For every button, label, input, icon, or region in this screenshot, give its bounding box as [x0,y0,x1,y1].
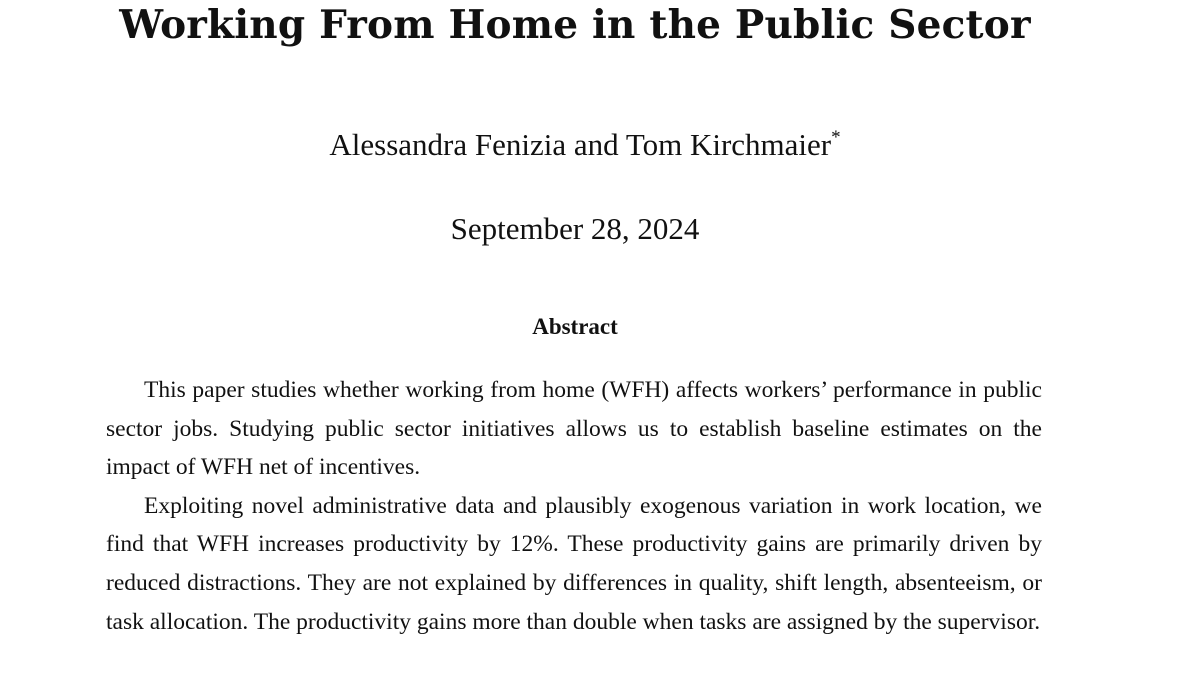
abstract-paragraph-1: This paper studies whether working from home (WFH) affects workers’ performance in public sector jobs. Studying public sector initiatives allows us to establish baseline estimates on the impact of WFH net of incentives. [106,377,1042,481]
paper-date: September 28, 2024 [450,211,700,246]
abstract-heading: Abstract [532,314,618,339]
abstract-body [106,371,1042,641]
paper-title: Working From Home in the Public Sector [119,2,1031,48]
author-names: Alessandra Fenizia and Tom Kirchmaier [329,127,832,162]
paper-authors [0,126,1170,163]
author-footnote-mark: * [831,127,841,148]
abstract-paragraph-2: Exploiting novel administrative data and plausibly exogenous variation in work location, we find that WFH increases productivity by 12%. These productivity gains are primarily driven by reduced distractions. They are not explained by differences in quality, shift length, absenteeism, or task allocation. The productivity gains more than double when tasks are assigned by the supervisor. [106,492,1042,635]
